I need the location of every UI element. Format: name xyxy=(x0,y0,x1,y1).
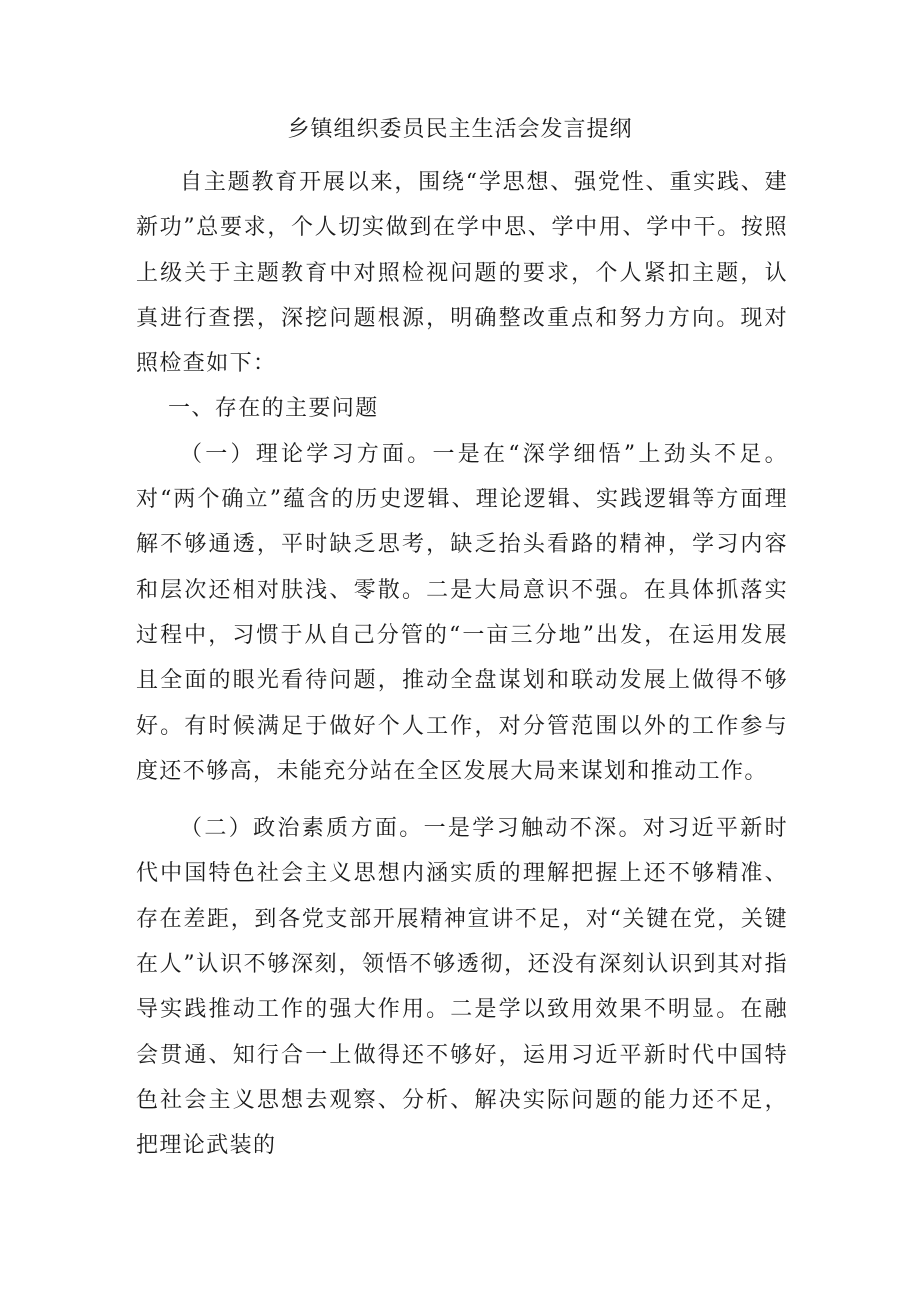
paragraph-gap xyxy=(136,794,788,806)
section-heading-problems: 一、存在的主要问题 xyxy=(168,396,379,422)
document-body xyxy=(136,160,788,1169)
paragraph-theory-study: （一）理论学习方面。一是在“深学细悟”上劲头不足。对“两个确立”蕴含的历史逻辑、理论逻辑、实践逻辑等方面理解不够通透，平时缺乏思考，缺乏抬头看路的精神，学习内容和层次还相对肤浅、零散。二是大局意识不强。在具体抓落实过程中，习惯于从自己分管的“一亩三分地”出发，在运用发展且全面的眼光看待问题，推动全盘谋划和联动发展上做得不够好。有时候满足于做好个人工作，对分管范围以外的工作参与度还不够高，未能充分站在全区发展大局来谋划和推动工作。 xyxy=(136,441,788,784)
document-title: 乡镇组织委员民主生活会发言提纲 xyxy=(287,117,633,142)
intro-paragraph: 自主题教育开展以来，围绕“学思想、强党性、重实践、建新功”总要求，个人切实做到在学中思、学中用、学中干。按照上级关于主题教育中对照检视问题的要求，个人紧扣主题，认真进行查摆，深挖问题根源，明确整改重点和努力方向。现对照检查如下： xyxy=(136,170,788,377)
paragraph-political-quality: （二）政治素质方面。一是学习触动不深。对习近平新时代中国特色社会主义思想内涵实质的理解把握上还不够精准、存在差距，到各党支部开展精神宣讲不足，对“关键在党，关键在人”认识不够深刻，领悟不够透彻，还没有深刻认识到其对指导实践推动工作的强大作用。二是学以致用效果不明显。在融会贯通、知行合一上做得还不够好，运用习近平新时代中国特色社会主义思想去观察、分析、解决实际问题的能力还不足，把理论武装的 xyxy=(136,816,788,1159)
